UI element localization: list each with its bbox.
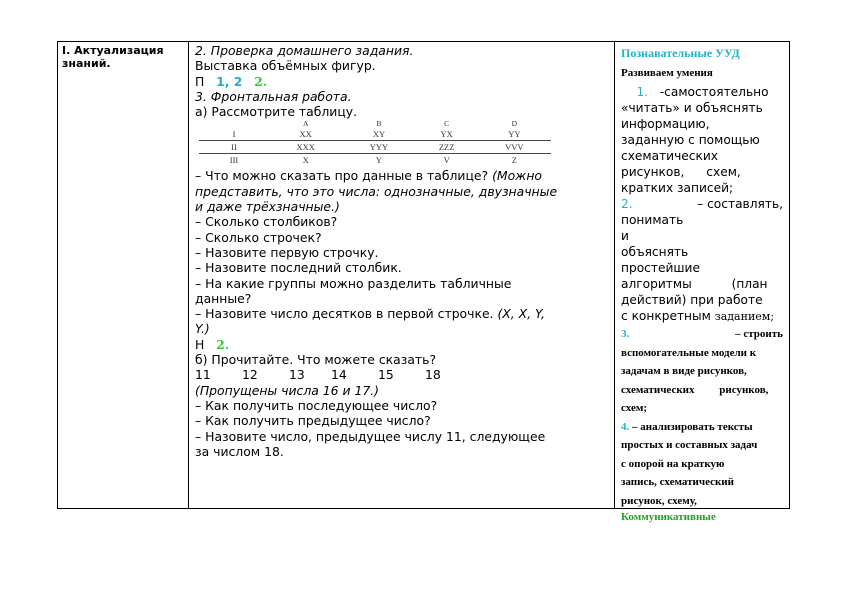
skill-1-line: «читать» и объяснять (621, 101, 763, 115)
hint-line-1 (195, 74, 608, 89)
question-b3: – Как получить последующее число? (195, 397, 438, 413)
stage-title: I. Актуализация знаний. (62, 44, 164, 70)
skill-3-line: задачам в виде рисунков, (621, 365, 747, 377)
skill-number: 4. (621, 420, 630, 433)
skill-4-line: с опорой на краткую (621, 457, 725, 470)
answer-text: (X, X, Y, (497, 306, 545, 322)
table-cell: XY (342, 128, 415, 141)
answer-line-2: представить, что это числа: однозначные, двузначные (195, 183, 558, 199)
hint-line-2 (195, 337, 608, 352)
question-4: – Назовите первую строчку. (195, 244, 379, 260)
skill-text: с конкретным (621, 309, 711, 323)
activity-column (189, 42, 615, 508)
hint-number-green: 2. (254, 73, 268, 89)
table-row (199, 154, 551, 167)
lesson-table (57, 41, 790, 523)
question-5: – Назовите последний столбик. (195, 260, 402, 276)
sequence-number: 11 (195, 367, 211, 383)
sequence-number: 12 (242, 367, 258, 383)
skill-1-line: рисунков, схем, (621, 165, 741, 179)
skill-1-line: схематических (621, 149, 718, 163)
sequence-number: 18 (425, 367, 441, 383)
skill-4-line: рисунок, схему, (621, 494, 697, 507)
skill-2-line: простейшие (621, 261, 700, 275)
skill-4-line: простых и составных задач (621, 439, 758, 451)
letters-table-header: D (511, 119, 518, 129)
skill-2-line: действий) при работе (621, 293, 763, 307)
hint-numbers-cyan: 1, 2 (216, 73, 243, 89)
skill-number: 2. (621, 197, 633, 211)
question-b4: – Как получить предыдущее число? (195, 413, 431, 429)
skill-3-line: схем; (621, 402, 648, 414)
question-6: – На какие группы можно разделить табличные (195, 275, 512, 291)
skill-1-line: информацию, (621, 117, 710, 131)
skill-1 (621, 84, 783, 100)
table-cell: Y (375, 155, 383, 166)
question-1 (195, 168, 608, 183)
skill-text: – строить (735, 328, 783, 340)
exhibition-line: Выставка объёмных фигур. (195, 58, 376, 74)
sequence-number: 15 (378, 367, 394, 383)
skills-column (615, 42, 789, 523)
skill-4 (621, 418, 783, 437)
number-sequence (195, 367, 608, 382)
skill-text: – анализировать тексты (632, 420, 753, 433)
hint-number-green: 2. (216, 336, 230, 352)
hint-letter: Н (195, 336, 205, 352)
answer-line: Y.) (195, 321, 210, 337)
question-text: – Назовите число десятков в первой строчке. (195, 306, 494, 322)
skills-subheading: Развиваем умения (621, 67, 713, 79)
skill-text: – составлять, (697, 197, 783, 211)
question-b5: – Назовите число, предыдущее числу 11, следующее (195, 428, 546, 444)
table-cell: VVV (478, 141, 551, 154)
table-cell: II (199, 141, 269, 154)
question-2: – Сколько столбиков? (195, 214, 338, 230)
question-text: – Что можно сказать про данные в таблице? (195, 168, 489, 184)
table-cell: XXX (269, 141, 342, 154)
answer-text: (Можно (492, 168, 543, 184)
task-a-line: а) Рассмотрите таблицу. (195, 104, 358, 120)
skill-2-line: объяснять (621, 245, 689, 259)
question-3: – Сколько строчек? (195, 229, 322, 245)
skill-2-line (621, 308, 783, 325)
communicative-heading: Коммуникативные (621, 511, 716, 523)
hint-letter: П (195, 73, 205, 89)
skill-2-line: алгоритмы (план (621, 277, 768, 291)
table-row (199, 141, 551, 154)
table-cell: YYY (342, 141, 415, 154)
table-cell: III (229, 155, 239, 166)
skill-text: -самостоятельно (659, 85, 769, 99)
sequence-number: 14 (331, 367, 347, 383)
question-6-cont: данные? (195, 290, 252, 306)
letters-table (199, 119, 551, 166)
skill-number: 1. (636, 85, 649, 99)
table-cell: XX (269, 128, 342, 141)
letters-table-header (199, 119, 269, 128)
missing-numbers-answer: (Пропущены числа 16 и 17.) (195, 382, 380, 398)
task-b-line: б) Прочитайте. Что можете сказать? (195, 352, 437, 368)
table-row (199, 128, 551, 141)
skill-1-line: заданную с помощью (621, 133, 760, 147)
question-b5-cont: за числом 18. (195, 443, 284, 459)
skill-3-line: схематических рисунков, (621, 383, 769, 396)
table-cell: YX (416, 128, 478, 141)
table-cell: Z (511, 155, 517, 166)
table-cell: V (443, 155, 450, 166)
table-cell: I (199, 128, 269, 141)
skill-1-line: кратких записей; (621, 181, 734, 195)
stage-column (58, 42, 189, 508)
sequence-number: 13 (289, 367, 305, 383)
letters-table-header: A (302, 119, 309, 129)
skill-text: заданием; (714, 310, 775, 323)
question-7 (195, 306, 608, 321)
skill-2-line: понимать и (621, 213, 684, 243)
table-cell: YY (478, 128, 551, 141)
skill-4-line: запись, схематический (621, 476, 734, 488)
answer-line-3: и даже трёхзначные.) (195, 199, 340, 215)
cognitive-heading: Познавательные УУД (621, 46, 740, 60)
skill-3-line: вспомогательные модели к (621, 346, 757, 359)
homework-heading: 2. Проверка домашнего задания. (195, 43, 414, 58)
table-cell: X (302, 155, 309, 166)
frontal-work-heading: 3. Фронтальная работа. (195, 88, 352, 104)
skill-2 (621, 196, 783, 212)
skill-number: 3. (621, 328, 630, 340)
letters-table-header: C (444, 119, 450, 129)
letters-table-header: B (376, 119, 382, 129)
skill-3 (621, 325, 783, 344)
table-cell: ZZZ (416, 141, 478, 154)
